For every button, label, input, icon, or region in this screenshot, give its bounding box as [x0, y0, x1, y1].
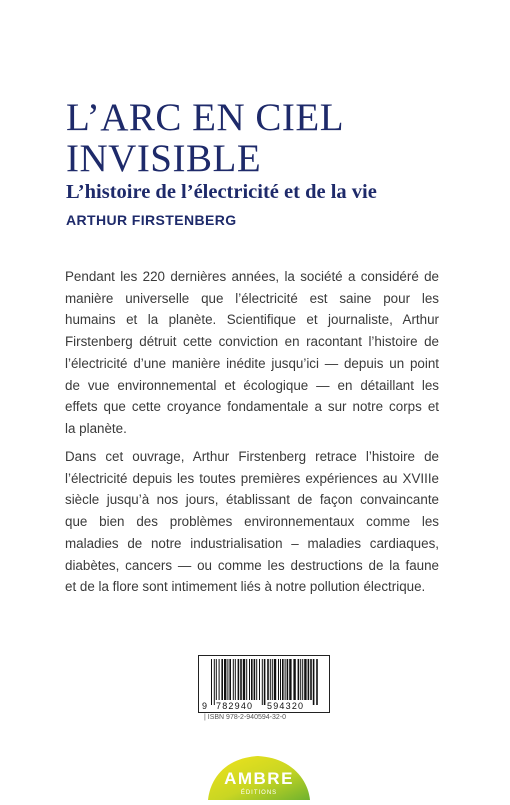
publisher-logo: [202, 752, 316, 800]
barcode-bar: [316, 659, 318, 705]
barcode-digits-right: 594320: [267, 701, 305, 711]
paragraph-line: maladies de notre industrialisation – maladies cardiaques,: [65, 535, 439, 551]
barcode-bar: [289, 659, 291, 700]
book-title: [66, 97, 466, 179]
barcode-bar: [216, 659, 217, 700]
barcode-bar: [251, 659, 253, 700]
barcode-bar: [272, 659, 273, 700]
title-line-2: INVISIBLE: [66, 137, 262, 180]
barcode: [198, 655, 330, 713]
barcode-bar: [264, 659, 266, 705]
paragraph-line: la planète.: [65, 420, 127, 436]
barcode-bar: [278, 659, 279, 700]
barcode-bar: [227, 659, 228, 700]
barcode-bar: [298, 659, 300, 700]
paragraph-line: de vue environnemental et écologique — en détaillant les: [65, 377, 439, 393]
barcode-bar: [214, 659, 215, 705]
barcode-bar: [235, 659, 236, 700]
description-paragraph-2: [65, 446, 439, 598]
barcode-bar: [256, 659, 257, 700]
book-author: ARTHUR FIRSTENBERG: [66, 212, 237, 228]
barcode-bar: [267, 659, 269, 700]
barcode-bar: [285, 659, 286, 700]
isbn-number: ISBN 978-2-940594-32-0: [207, 714, 286, 721]
barcode-digits-left: 782940: [216, 701, 254, 711]
paragraph-line: Dans cet ouvrage, Arthur Firstenberg retrace l’histoire de: [65, 449, 439, 464]
publisher-subtitle: ÉDITIONS: [240, 790, 278, 796]
barcode-graphic: [199, 656, 329, 712]
barcode-bar: [211, 659, 212, 705]
barcode-bar: [249, 659, 250, 700]
barcode-bar: [233, 659, 234, 700]
barcode-bar: [219, 659, 220, 700]
barcode-bar: [293, 659, 295, 700]
paragraph-line: siècle jusqu’à nos jours, établissant de façon convaincante: [65, 492, 439, 508]
barcode-bar: [274, 659, 276, 700]
paragraph-line: et de la flore sont intimement liés à notre pollution électrique.: [65, 579, 426, 595]
publisher-name: AMBRE: [224, 769, 294, 788]
barcode-bar: [310, 659, 312, 700]
barcode-digits-lead: 9: [202, 701, 208, 711]
barcode-bar: [282, 659, 284, 700]
barcode-bar: [313, 659, 315, 705]
barcode-bar: [229, 659, 231, 700]
barcode-bar: [287, 659, 289, 700]
barcode-bar: [262, 659, 263, 705]
barcode-bar: [246, 659, 247, 700]
paragraph-line: Pendant les 220 dernières années, la société a considéré de: [65, 269, 439, 284]
barcode-bar: [254, 659, 256, 700]
paragraph-line: Firstenberg détruit cette conviction en racontant l’histoire de: [65, 334, 439, 350]
paragraph-line: diabètes, cancers — ou comme les destructions de la faune: [65, 557, 439, 573]
barcode-bar: [280, 659, 281, 700]
isbn-label: | ISBN 978-2-940594-32-0: [204, 714, 286, 721]
barcode-bar: [224, 659, 226, 700]
description-paragraph-1: [65, 266, 439, 440]
paragraph-line: humains et la planète. Scientifique et journaliste, Arthur: [65, 312, 439, 328]
paragraph-line: manière universelle que l’électricité est saine pour les: [65, 290, 439, 306]
barcode-bar: [302, 659, 303, 700]
paragraph-line: l’électricité d’une manière inédite jusqu’ici — depuis un point: [65, 355, 439, 371]
book-subtitle: L’histoire de l’électricité et de la vie: [66, 181, 377, 203]
barcode-bar: [259, 659, 260, 700]
barcode-bar: [308, 659, 310, 700]
paragraph-line: effets que cette croyance fondamentale a sur notre corps et: [65, 399, 439, 415]
paragraph-line: l’électricité depuis les toutes premières expériences au XVIIIe: [65, 470, 439, 486]
barcode-bar: [240, 659, 242, 700]
title-line-1: L’ARC EN CIEL: [66, 96, 345, 139]
paragraph-line: que bien des problèmes environnementaux comme les: [65, 514, 439, 530]
barcode-bar: [270, 659, 271, 700]
barcode-bar: [238, 659, 240, 700]
barcode-bar: [304, 659, 306, 700]
barcode-bar: [221, 659, 223, 700]
barcode-bar: [243, 659, 245, 700]
barcode-bar: [300, 659, 301, 700]
